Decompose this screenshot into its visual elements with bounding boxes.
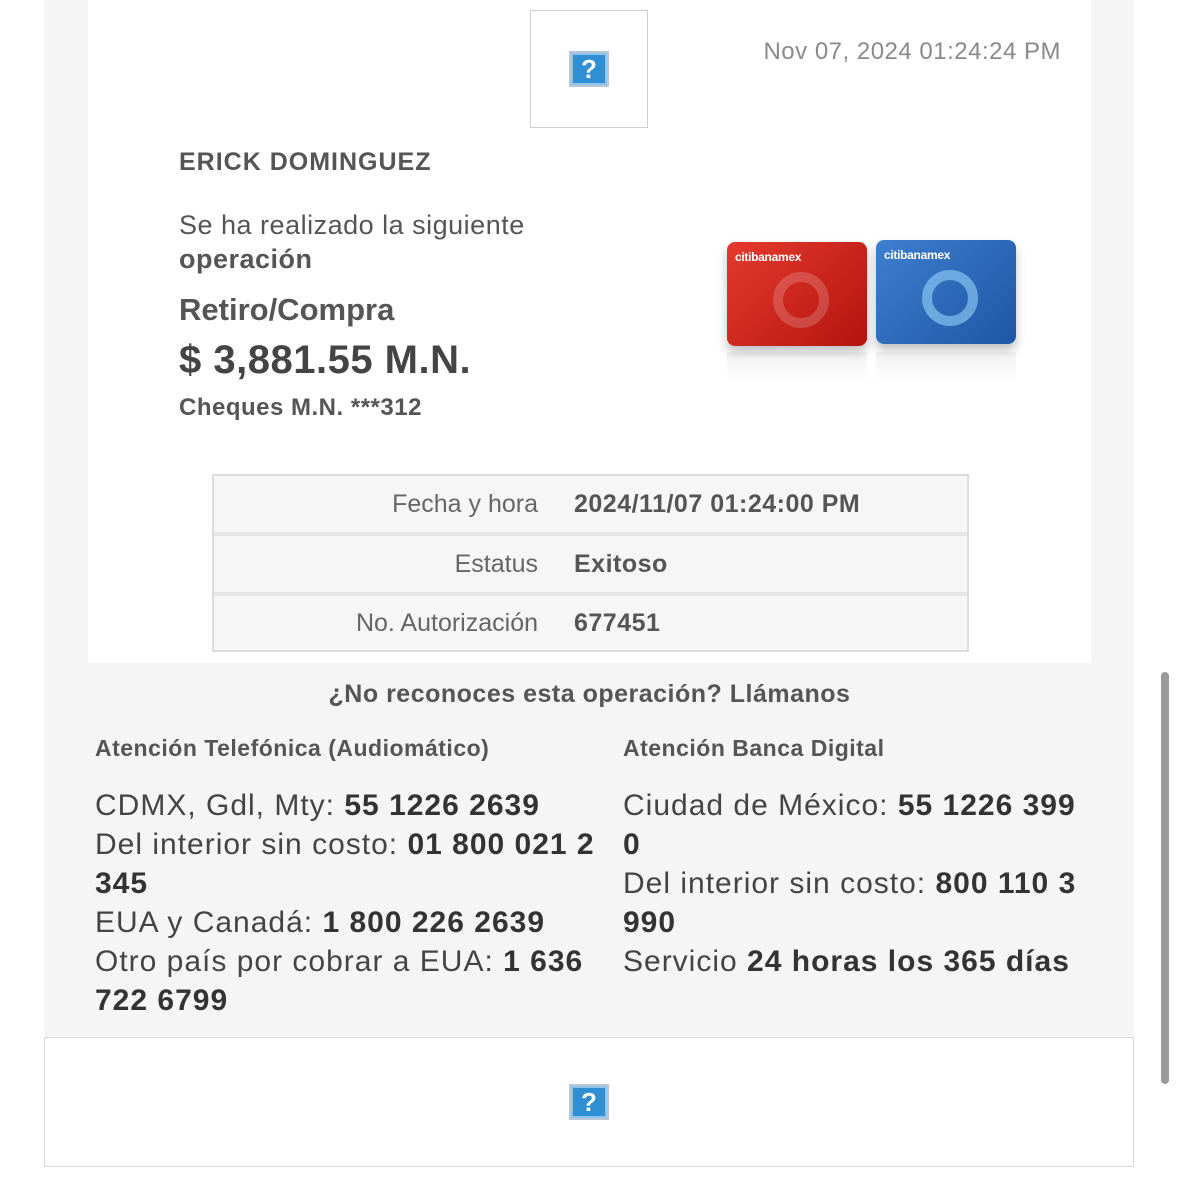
details-label: No. Autorización [355, 608, 538, 637]
header-logo-placeholder [530, 10, 648, 128]
phone-number-link[interactable]: 1 800 226 2639 [322, 906, 546, 939]
account-label: Cheques M.N. ***312 [179, 394, 422, 421]
digital-support-heading: Atención Banca Digital [623, 735, 885, 761]
contact-label: CDMX, Gdl, Mty: [95, 789, 345, 822]
card-emblem-icon [922, 270, 978, 326]
broken-image-icon: ? [569, 51, 609, 87]
card-brand-logo: citibanamex [884, 248, 951, 262]
contact-label: Ciudad de México: [623, 789, 898, 822]
intro-text [179, 208, 599, 276]
contact-label: EUA y Canadá: [95, 906, 323, 939]
contact-label: Del interior sin costo: [95, 828, 408, 861]
details-row-status [214, 536, 967, 596]
card-emblem-icon [773, 272, 829, 328]
contact-label: Otro país por cobrar a EUA: [95, 945, 504, 978]
details-value: 2024/11/07 01:24:00 PM [574, 489, 861, 518]
phone-number-link[interactable]: 55 1226 3990 [623, 789, 1076, 861]
digital-support-lines [623, 786, 1093, 981]
bank-cards-image [724, 238, 1020, 388]
operation-details-table [212, 474, 969, 652]
blue-card-image [876, 240, 1016, 344]
phone-support-column [95, 735, 610, 1020]
details-value: Exitoso [574, 549, 668, 578]
digital-support-column [623, 735, 1093, 981]
details-row-authorization [214, 596, 967, 650]
details-label: Fecha y hora [392, 489, 538, 518]
operation-amount: $ 3,881.55 M.N. [179, 338, 472, 382]
phone-support-heading: Atención Telefónica (Audiomático) [95, 735, 490, 761]
customer-name: ERICK DOMINGUEZ [179, 148, 432, 176]
phone-number-link[interactable]: 1 636 722 6799 [95, 945, 584, 1017]
intro-text-bold: operación [179, 244, 313, 274]
intro-text-regular: Se ha realizado la siguiente [179, 210, 525, 240]
email-datetime: Nov 07, 2024 01:24:24 PM [763, 38, 1061, 65]
details-value: 677451 [574, 608, 661, 637]
phone-number-link[interactable]: 800 110 3990 [623, 867, 1077, 939]
red-card-image [727, 242, 867, 346]
service-hours: 24 horas los 365 días [747, 945, 1070, 978]
contact-label: Del interior sin costo: [623, 867, 936, 900]
broken-image-icon: ? [569, 1084, 609, 1120]
phone-number-link[interactable]: 01 800 021 2345 [95, 828, 595, 900]
unrecognized-operation-question: ¿No reconoces esta operación? Llámanos [328, 680, 851, 708]
contact-label: Servicio [623, 945, 748, 978]
card-reflection [727, 352, 867, 382]
details-label: Estatus [454, 549, 538, 578]
phone-support-lines [95, 786, 610, 1020]
operation-type: Retiro/Compra [179, 292, 395, 327]
card-brand-logo: citibanamex [735, 250, 802, 264]
footer-image-placeholder [44, 1037, 1134, 1167]
scrollbar[interactable] [1161, 672, 1169, 1084]
card-reflection [876, 352, 1016, 382]
details-row-datetime [214, 476, 967, 536]
phone-number-link[interactable]: 55 1226 2639 [344, 789, 540, 822]
